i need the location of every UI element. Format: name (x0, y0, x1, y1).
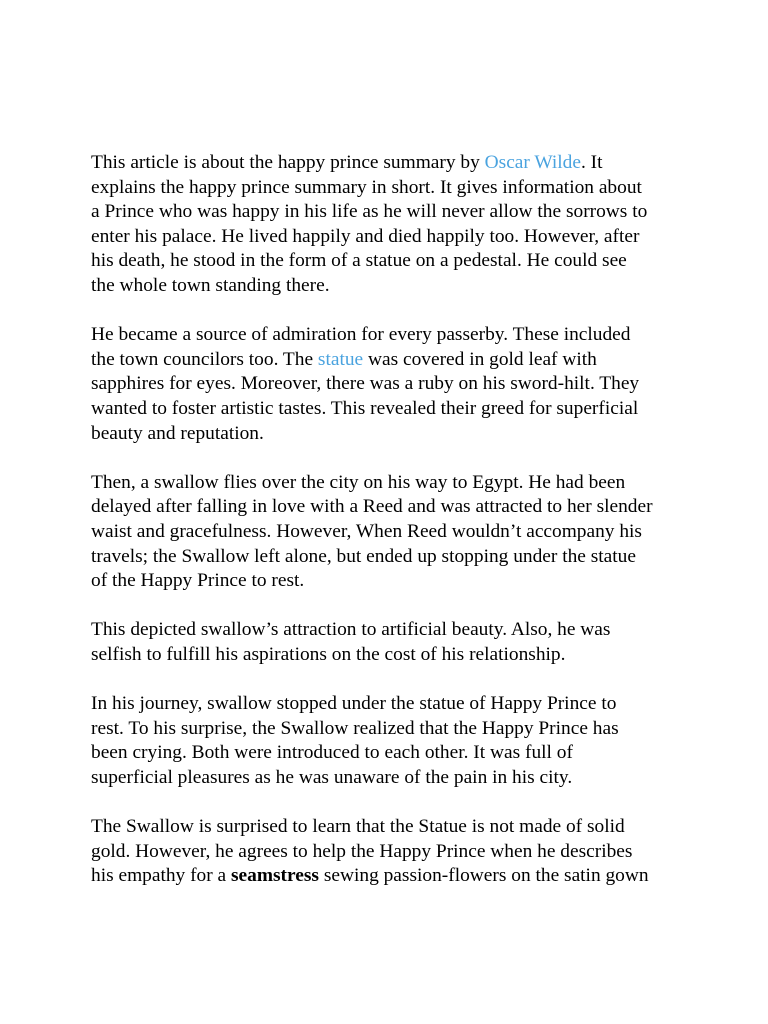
text-line (91, 151, 691, 176)
text-segment: beauty and reputation. (91, 422, 264, 444)
text-line (91, 717, 691, 742)
text-line (91, 643, 691, 668)
text-segment: of the Happy Prince to rest. (91, 570, 305, 592)
text-segment: travels; the Swallow left alone, but ended up stopping under the statue (91, 545, 636, 567)
text-segment: a Prince who was happy in his life as he will never allow the sorrows to (91, 201, 648, 223)
text-line (91, 372, 691, 397)
text-line (91, 200, 691, 225)
text-line (91, 545, 691, 570)
text-segment: . It (580, 152, 603, 173)
text-line (91, 569, 691, 594)
text-line (91, 741, 691, 766)
text-segment: his empathy for a (91, 865, 232, 887)
text-segment: rest. To his surprise, the Swallow realized that the Happy Prince has (91, 717, 619, 739)
text-line (91, 348, 691, 373)
text-segment: sapphires for eyes. Moreover, there was a ruby on his sword-hilt. They (91, 373, 640, 395)
text-line (91, 495, 691, 520)
text-segment: sewing passion-flowers on the satin gown (318, 865, 649, 887)
text-segment: been crying. Both were introduced to each other. It was full of (91, 742, 573, 764)
text-line (91, 274, 691, 299)
text-segment: delayed after falling in love with a Reed and was attracted to her slender (91, 496, 653, 518)
text-segment: gold. However, he agrees to help the Happy Prince when he describes (91, 840, 633, 862)
text-segment: was covered in gold leaf with (363, 348, 597, 370)
text-segment: superficial pleasures as he was unaware of the pain in his city. (91, 766, 573, 788)
paragraph (91, 618, 691, 667)
paragraph (91, 471, 691, 594)
text-segment: explains the happy prince summary in short. It gives information about (91, 176, 642, 198)
text-segment: This depicted swallow’s attraction to artificial beauty. Also, he was (91, 619, 611, 641)
text-segment: enter his palace. He lived happily and died happily too. However, after (91, 225, 640, 247)
text-segment: This article is about the happy prince summary by (91, 152, 485, 173)
text-segment: waist and gracefulness. However, When Reed wouldn’t accompany his (91, 520, 642, 542)
text-line (91, 323, 691, 348)
paragraph (91, 323, 691, 446)
text-line (91, 618, 691, 643)
text-line (91, 520, 691, 545)
paragraph (91, 151, 691, 299)
paragraph (91, 692, 691, 790)
hyperlink[interactable]: statue (317, 348, 364, 370)
text-line (91, 471, 691, 496)
text-segment: Then, a swallow flies over the city on his way to Egypt. He had been (91, 471, 626, 493)
text-segment: In his journey, swallow stopped under the statue of Happy Prince to (91, 693, 617, 715)
text-segment: He became a source of admiration for every passerby. These included (91, 324, 631, 346)
text-segment: The Swallow is surprised to learn that the Statue is not made of solid (91, 816, 625, 838)
text-segment: wanted to foster artistic tastes. This revealed their greed for superficial (91, 397, 639, 419)
text-line (91, 225, 691, 250)
text-line (91, 249, 691, 274)
text-line (91, 397, 691, 422)
text-segment: the whole town standing there. (91, 274, 330, 296)
text-line (91, 840, 691, 865)
text-line (91, 766, 691, 791)
hyperlink[interactable]: Oscar Wilde (484, 152, 581, 173)
text-line (91, 864, 691, 889)
text-line (91, 176, 691, 201)
text-segment: the town councilors too. The (91, 348, 318, 370)
text-line (91, 692, 691, 717)
paragraph (91, 815, 691, 889)
text-line (91, 422, 691, 447)
document-body (91, 151, 691, 913)
bold-text: seamstress (231, 865, 319, 887)
text-line (91, 815, 691, 840)
text-segment: his death, he stood in the form of a statue on a pedestal. He could see (91, 250, 627, 272)
text-segment: selfish to fulfill his aspirations on the cost of his relationship. (91, 643, 566, 665)
